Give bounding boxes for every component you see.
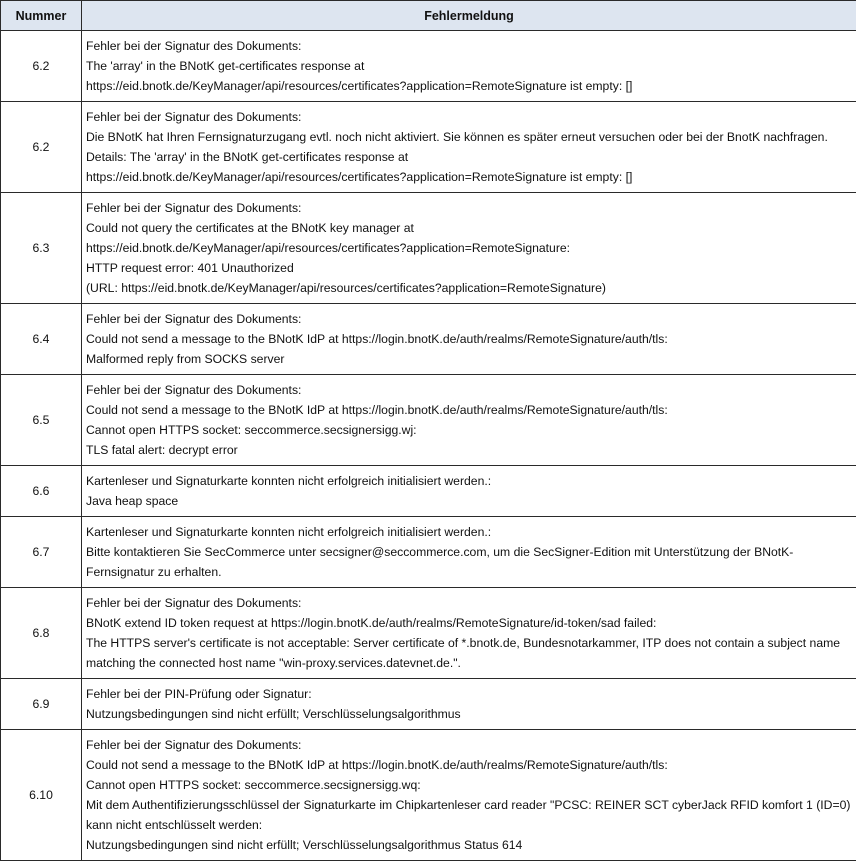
table-row — [1, 304, 856, 375]
error-number: 6.7 — [1, 517, 82, 588]
error-message — [82, 517, 856, 588]
table-row — [1, 730, 856, 861]
table-row — [1, 679, 856, 730]
table-row — [1, 193, 856, 304]
message-line: Cannot open HTTPS socket: seccommerce.secsignersigg.wq: — [86, 778, 421, 792]
message-line: Kartenleser und Signaturkarte konnten nicht erfolgreich initialisiert werden.: — [86, 474, 492, 488]
error-number: 6.10 — [1, 730, 82, 861]
message-line: Bitte kontaktieren Sie SecCommerce unter secsigner@seccommerce.com, um die SecSigner-Edition mit Unterstützung der BNotK-Fernsignatur zu erhalten. — [86, 545, 794, 579]
message-line: Fehler bei der Signatur des Dokuments: — [86, 39, 302, 53]
error-number: 6.2 — [1, 31, 82, 102]
message-line: BNotK extend ID token request at https://login.bnotK.de/auth/realms/RemoteSignature/id-token/sad failed: — [86, 616, 657, 630]
error-number: 6.9 — [1, 679, 82, 730]
error-message — [82, 102, 856, 193]
message-line: (URL: https://eid.bnotk.de/KeyManager/api/resources/certificates?application=RemoteSignature) — [86, 281, 606, 295]
table-row — [1, 375, 856, 466]
error-message — [82, 193, 856, 304]
message-line: Nutzungsbedingungen sind nicht erfüllt; Verschlüsselungsalgorithmus Status 614 — [86, 838, 523, 852]
message-line: Kartenleser und Signaturkarte konnten nicht erfolgreich initialisiert werden.: — [86, 525, 492, 539]
message-line: Could not send a message to the BNotK IdP at https://login.bnotK.de/auth/realms/RemoteSignature/auth/tls: — [86, 758, 668, 772]
message-line: TLS fatal alert: decrypt error — [86, 443, 238, 457]
message-line: Fehler bei der Signatur des Dokuments: — [86, 596, 302, 610]
error-number: 6.6 — [1, 466, 82, 517]
error-number: 6.8 — [1, 588, 82, 679]
error-number: 6.4 — [1, 304, 82, 375]
error-message — [82, 679, 856, 730]
table-row — [1, 102, 856, 193]
message-line: Fehler bei der Signatur des Dokuments: — [86, 312, 302, 326]
message-line: HTTP request error: 401 Unauthorized — [86, 261, 294, 275]
message-line: Could not send a message to the BNotK IdP at https://login.bnotK.de/auth/realms/RemoteSignature/auth/tls: — [86, 403, 668, 417]
message-line: Could not send a message to the BNotK IdP at https://login.bnotK.de/auth/realms/RemoteSignature/auth/tls: — [86, 332, 668, 346]
message-line: Fehler bei der Signatur des Dokuments: — [86, 738, 302, 752]
error-number: 6.5 — [1, 375, 82, 466]
message-line: Mit dem Authentifizierungsschlüssel der Signaturkarte im Chipkartenleser card reader "PCSC: REINER SCT cyberJack RFID komfort 1 (ID=0) kann nicht entschlüsselt werden: — [86, 798, 851, 832]
message-line: https://eid.bnotk.de/KeyManager/api/resources/certificates?application=RemoteSignature ist empty: [] — [86, 79, 633, 93]
message-line: https://eid.bnotk.de/KeyManager/api/resources/certificates?application=RemoteSignature: — [86, 241, 571, 255]
message-line: The HTTPS server's certificate is not acceptable: Server certificate of *.bnotk.de, Bundesnotarkammer, ITP does not contain a subject name matching the connected host name "win-proxy.services.datevnet.de.". — [86, 636, 841, 670]
message-line: Java heap space — [86, 494, 179, 508]
error-message — [82, 466, 856, 517]
error-message — [82, 375, 856, 466]
table-row — [1, 466, 856, 517]
message-line: Fehler bei der Signatur des Dokuments: — [86, 383, 302, 397]
error-message — [82, 31, 856, 102]
error-message — [82, 730, 856, 861]
message-header: Fehlermeldung — [82, 1, 856, 31]
table-row — [1, 31, 856, 102]
error-number: 6.3 — [1, 193, 82, 304]
message-line: Nutzungsbedingungen sind nicht erfüllt; Verschlüsselungsalgorithmus — [86, 707, 461, 721]
message-line: Fehler bei der Signatur des Dokuments: — [86, 110, 302, 124]
message-line: Could not query the certificates at the BNotK key manager at — [86, 221, 414, 235]
header-row — [1, 1, 856, 31]
message-line: Fehler bei der PIN-Prüfung oder Signatur: — [86, 687, 312, 701]
message-line: Fehler bei der Signatur des Dokuments: — [86, 201, 302, 215]
error-message — [82, 304, 856, 375]
message-line: Die BNotK hat Ihren Fernsignaturzugang evtl. noch nicht aktiviert. Sie können es später erneut versuchen oder bei der BnotK nachfragen. — [86, 130, 828, 144]
number-header: Nummer — [1, 1, 82, 31]
message-line: The 'array' in the BNotK get-certificates response at — [86, 59, 365, 73]
error-rows — [1, 31, 856, 861]
message-line: Malformed reply from SOCKS server — [86, 352, 285, 366]
message-line: Details: The 'array' in the BNotK get-certificates response at — [86, 150, 409, 164]
table-row — [1, 588, 856, 679]
error-message — [82, 588, 856, 679]
table-row — [1, 517, 856, 588]
error-number: 6.2 — [1, 102, 82, 193]
message-line: Cannot open HTTPS socket: seccommerce.secsignersigg.wj: — [86, 423, 417, 437]
message-line: https://eid.bnotk.de/KeyManager/api/resources/certificates?application=RemoteSignature ist empty: [] — [86, 170, 633, 184]
